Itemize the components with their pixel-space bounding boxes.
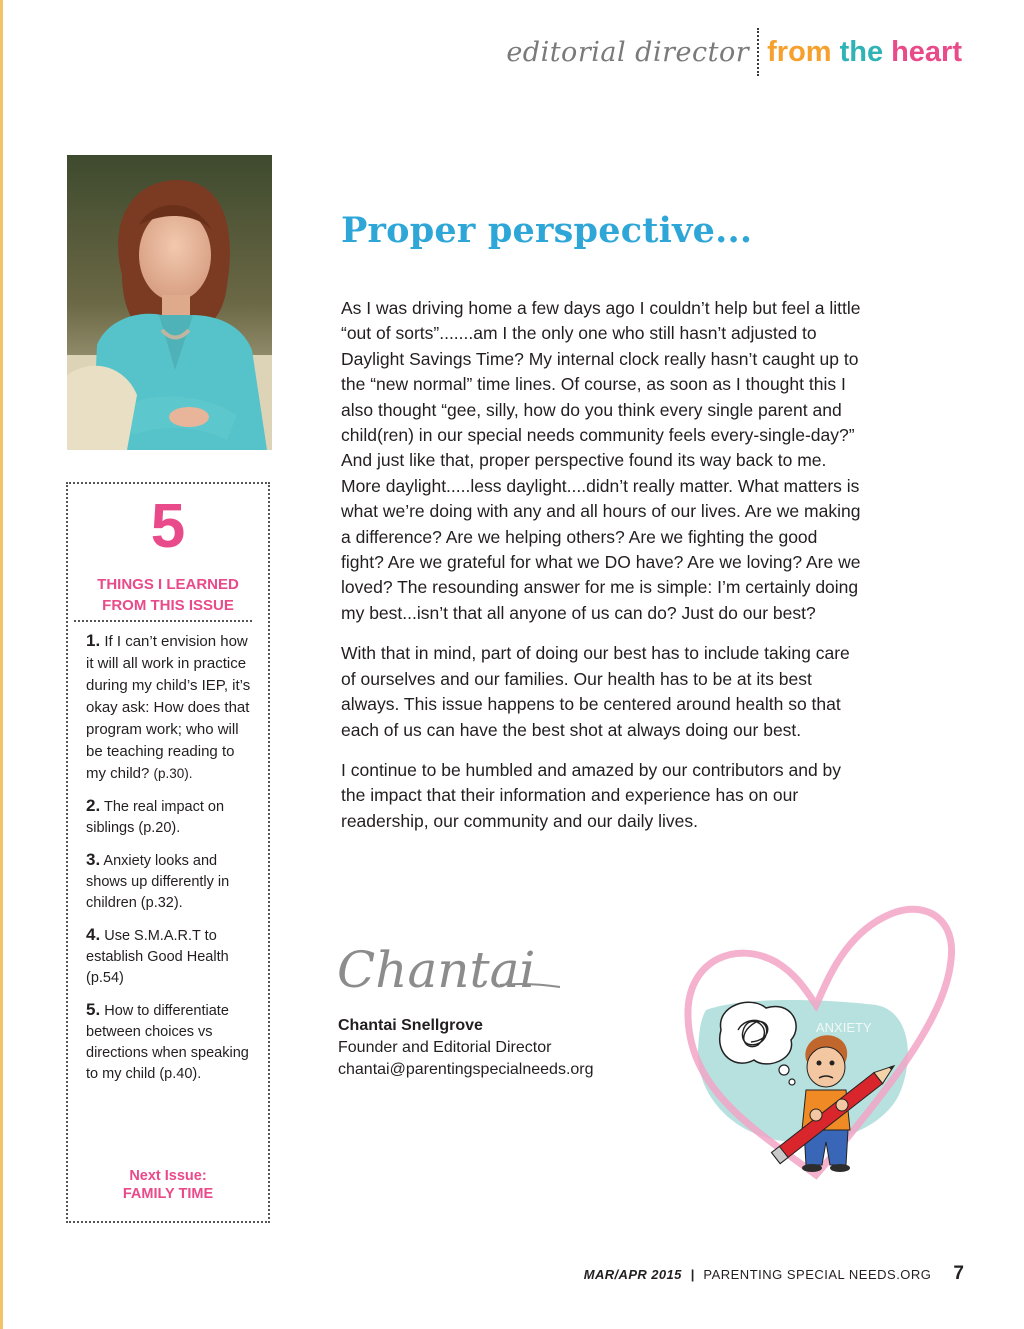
page-number: 7: [953, 1263, 964, 1284]
issue-date: MAR/APR 2015: [583, 1267, 682, 1282]
handwritten-signature: [335, 935, 565, 1009]
editor-portrait-photo: [67, 155, 272, 450]
anxiety-word: ANXIETY: [816, 1020, 872, 1035]
list-item: [86, 999, 258, 1085]
item-page-ref: (p.30).: [153, 766, 193, 781]
list-item: [86, 795, 258, 839]
list-item: [86, 924, 258, 989]
anxiety-heart-illustration: [666, 900, 970, 1190]
author-email-link[interactable]: chantai@parentingspecialneeds.org: [338, 1061, 594, 1078]
things-learned-sidebar: [66, 482, 270, 1223]
count-number: 5: [150, 492, 186, 561]
item-number: 3.: [86, 850, 101, 869]
learned-list: [86, 630, 258, 1095]
sidebar-heading-line2: FROM THIS ISSUE: [102, 597, 234, 614]
item-number: 1.: [86, 631, 101, 650]
tagline-heart: heart: [891, 35, 962, 68]
author-title: Founder and Editorial Director: [338, 1039, 552, 1056]
signature-image: [335, 935, 565, 1005]
section-label: editorial director: [506, 36, 750, 68]
article-paragraph: I continue to be humbled and amazed by our contributors and by the impact that their information and experience has on our readership, our community and our daily lives.: [341, 759, 842, 831]
sidebar-divider: [74, 620, 252, 622]
author-name: Chantai Snellgrove: [338, 1017, 483, 1034]
item-text: The real impact on siblings (p.20).: [86, 799, 225, 836]
header-divider: [757, 28, 759, 76]
item-text: How to differentiate between choices vs directions when speaking to my child (p.40).: [86, 1003, 249, 1082]
tagline-from: from: [767, 35, 832, 68]
item-text: Anxiety looks and shows up differently in children (p.32).: [86, 853, 230, 911]
tagline-the: the: [839, 35, 884, 68]
article-body: [341, 296, 861, 849]
page-footer: [584, 1263, 964, 1285]
item-text: If I can’t envision how it will all work in practice during my child’s IEP, it’s okay ask: How does that program work; who will be teaching reading to my child?: [86, 633, 251, 782]
list-item: [86, 630, 258, 785]
article-paragraph: With that in mind, part of doing our best has to include taking care of ourselves and our families. Our health has to be at its best always. This issue happens to be centered around health so that each of us can have the best shot at always doing our best.: [341, 643, 850, 740]
footer-separator: |: [690, 1267, 695, 1282]
item-text: Use S.M.A.R.T to establish Good Health (p.54): [86, 928, 229, 986]
signature-script: Chantai: [337, 941, 536, 999]
item-number: 4.: [86, 925, 101, 944]
item-number: 5.: [86, 1000, 101, 1019]
list-item: [86, 849, 258, 914]
site-name: PARENTING SPECIAL NEEDS.ORG: [703, 1267, 932, 1282]
next-issue-label: Next Issue:: [129, 1168, 207, 1184]
item-number: 2.: [86, 796, 101, 815]
article-title: Proper perspective...: [341, 210, 753, 251]
article-paragraph: As I was driving home a few days ago I couldn’t help but feel a little “out of sorts”.......am I the only one who still hasn’t adjusted to Daylight Savings Time? My internal clock really hasn’t caught up to the “new normal” time lines. Of course, as soon as I thought this I also thought “gee, silly, how do you think every single parent and child(ren) in our special needs community feels every-single-day?” And just like that, proper perspective found its way back to me. More daylight.....less daylight....didn’t really matter. What matters is what we’re doing with any and all hours of our lives. Are we making a difference? Are we helping others? Are we fighting the good fight? Are we grateful for what we DO have? Are we loving? Are we loved? The resounding answer for me is simple: I’m certainly doing my best...isn’t that all anyone of us can do? Just do our best?: [341, 298, 861, 623]
page-edge-rule: [0, 0, 3, 1329]
sidebar-heading: [68, 574, 268, 616]
next-issue-topic: FAMILY TIME: [122, 1186, 214, 1202]
section-header: [506, 28, 962, 76]
sidebar-heading-line1: THINGS I LEARNED: [97, 576, 239, 593]
portrait-image: [67, 155, 272, 450]
next-issue-note: [68, 1167, 268, 1203]
